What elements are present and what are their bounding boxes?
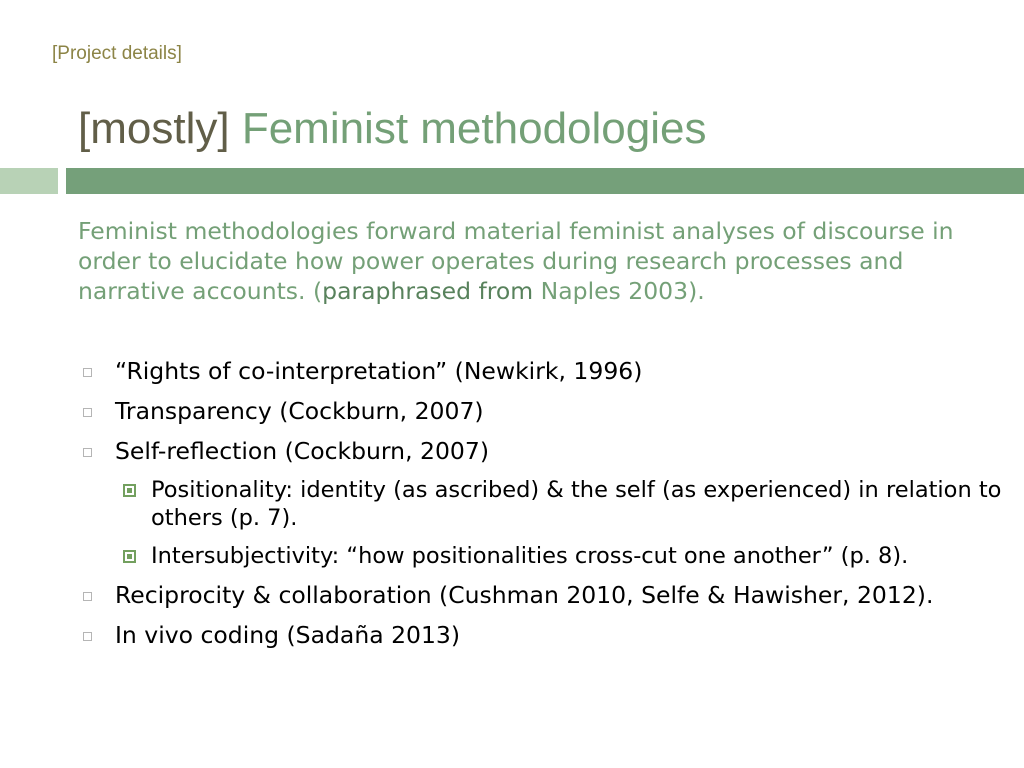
sub-bullet-text: Intersubjectivity: “how positionalities cross-cut one another” (p. 8). (151, 543, 909, 569)
bullet-text: In vivo coding (Sadaña 2013) (115, 621, 461, 649)
section-kicker: [Project details] (52, 43, 182, 64)
slide-title (78, 101, 706, 157)
bullet-item (78, 620, 1008, 650)
title-prefix: [mostly] (78, 104, 230, 153)
sub-bullet-item (115, 476, 1008, 532)
square-bullet-icon (83, 592, 92, 601)
bullet-text: “Rights of co-interpretation” (Newkirk, 1996) (115, 357, 643, 385)
square-bullet-icon (83, 368, 92, 377)
intro-text-2: Naples 2003). (533, 277, 705, 305)
bullet-item (78, 580, 1008, 610)
bullet-item (78, 356, 1008, 386)
filled-square-bullet-icon (123, 550, 136, 563)
filled-square-bullet-icon (123, 484, 136, 497)
title-main: Feminist methodologies (241, 104, 707, 153)
title-rule-bar (66, 168, 1024, 194)
intro-text-1: Feminist methodologies forward material feminist analyses of discourse in order to elucidate how power operates during research processes and narrative accounts. ( (78, 217, 954, 305)
sub-bullet-item (115, 542, 1008, 570)
bullet-text: Transparency (Cockburn, 2007) (115, 397, 484, 425)
sub-bullet-list (115, 476, 1008, 570)
square-bullet-icon (83, 632, 92, 641)
square-bullet-icon (83, 448, 92, 457)
bullet-text: Reciprocity & collaboration (Cushman 2010, Selfe & Hawisher, 2012). (115, 581, 934, 609)
sub-bullet-text: Positionality: identity (as ascribed) & the self (as experienced) in relation to others (p. 7). (151, 477, 1002, 531)
bullet-text: Self-reflection (Cockburn, 2007) (115, 437, 489, 465)
bullet-list (78, 356, 1008, 660)
intro-paragraph (78, 216, 1003, 306)
bullet-item (78, 436, 1008, 570)
bullet-item (78, 396, 1008, 426)
title-rule-accent (0, 168, 58, 194)
square-bullet-icon (83, 408, 92, 417)
intro-paraphrased: paraphrased from (322, 277, 534, 305)
